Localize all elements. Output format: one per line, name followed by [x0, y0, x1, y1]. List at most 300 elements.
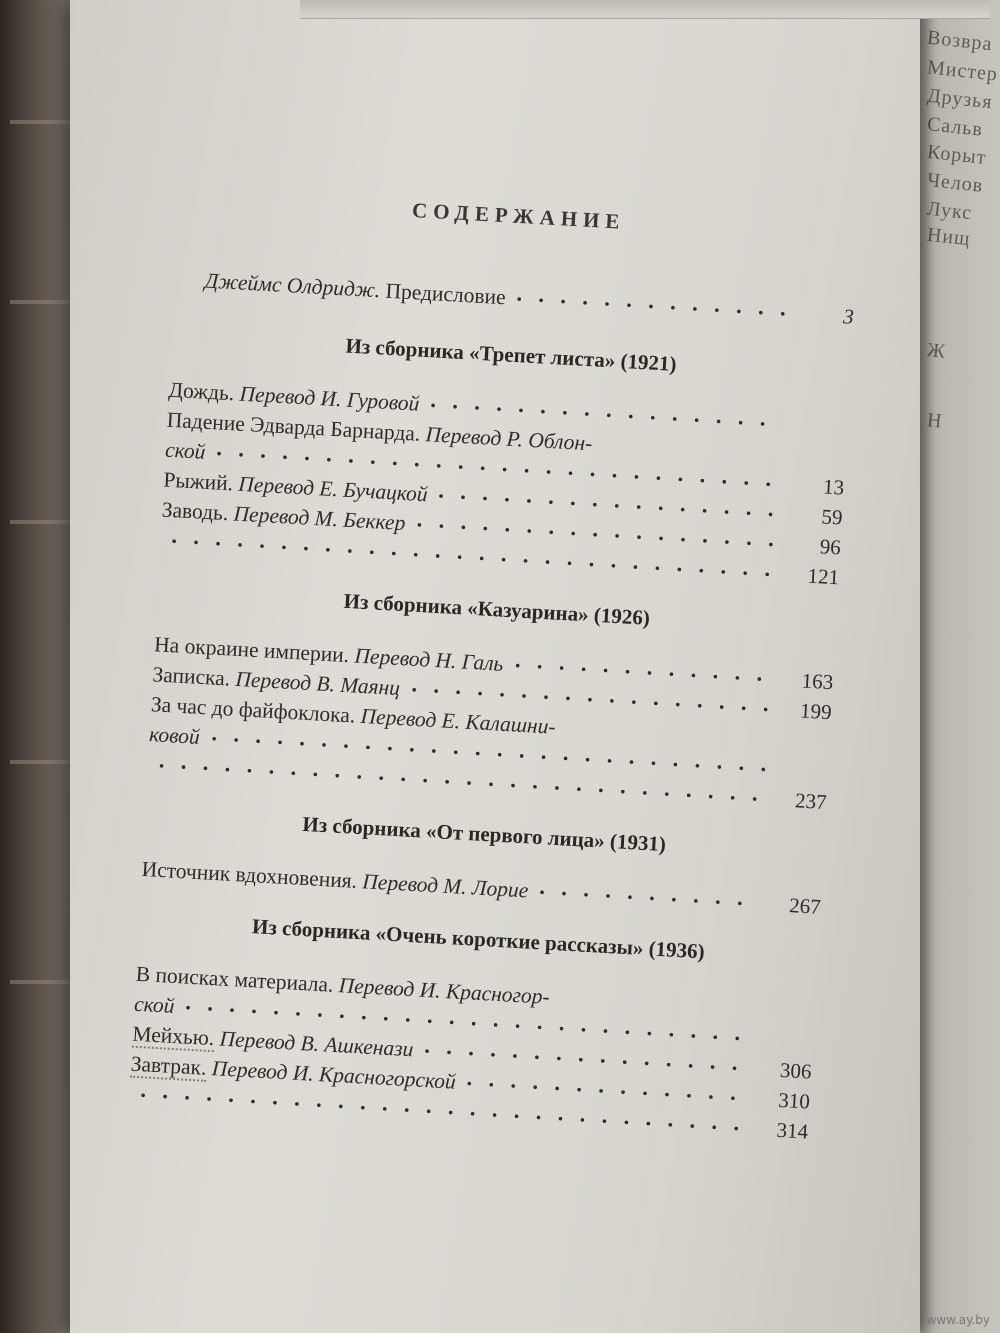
leader-dot [725, 510, 729, 514]
leader-dot [698, 704, 702, 708]
leader-dot [761, 768, 765, 772]
leader-dot [593, 533, 597, 537]
leader-dot [560, 666, 564, 670]
leader-dot [651, 416, 655, 420]
leader-dot [524, 559, 528, 563]
leader-dot [340, 1014, 344, 1018]
section-heading: Из сборника «От первого лица» (1931) [301, 811, 667, 857]
leader-dot [559, 1117, 563, 1121]
leader-dot [649, 305, 653, 309]
leader-dot [540, 890, 544, 894]
leader-dot [734, 1127, 738, 1131]
leader-dot [318, 1013, 322, 1017]
leader-dot [520, 754, 524, 758]
leader-dot [273, 1101, 277, 1105]
foreword-author: Джеймс Олдридж. [204, 268, 381, 303]
leader-dot [599, 789, 603, 793]
story-title: Падение Эдварда Барнарда. [166, 407, 421, 446]
leader-dot [568, 561, 572, 565]
leader-dot [502, 558, 506, 562]
leader-dot [450, 1021, 454, 1025]
leader-dot [615, 504, 619, 508]
leader-dot [217, 452, 221, 456]
section-heading: Из сборника «Очень короткие рассказы» (1936) [251, 914, 706, 964]
leader-dot [216, 542, 220, 546]
adjacent-page: Возвра Мистер Друзья Сальв Корыт Челов Лукс Нищ Ж Н [905, 0, 1000, 1333]
leader-dot [252, 1010, 256, 1014]
leader-dot [207, 1097, 211, 1101]
story-title: Заводь. [161, 497, 230, 526]
leader-dot [511, 784, 515, 788]
leader-dot [731, 1096, 735, 1100]
leader-dot [722, 480, 726, 484]
leader-dot [549, 500, 553, 504]
leader-dot [735, 676, 739, 680]
leader-dot [274, 1011, 278, 1015]
leader-dot [427, 1109, 431, 1113]
leader-dot [431, 404, 435, 408]
leader-dot [629, 415, 633, 419]
story-title: Дождь. [167, 377, 235, 406]
leader-dot [439, 494, 443, 498]
leader-dot [339, 1105, 343, 1109]
leader-dot [610, 699, 614, 703]
leader-dot [601, 1059, 605, 1063]
leader-dot [467, 781, 471, 785]
leader-dot [436, 554, 440, 558]
leader-dot [522, 694, 526, 698]
leader-dot [604, 669, 608, 673]
leader-dot [731, 796, 735, 800]
leader-dot [643, 791, 647, 795]
leader-dot [172, 539, 176, 543]
leader-dot [494, 1023, 498, 1027]
leader-dot [650, 897, 654, 901]
toc-title: СОДЕРЖАНИЕ [411, 198, 627, 234]
leader-dot [577, 1088, 581, 1092]
leader-dot [226, 768, 230, 772]
leader-dots [142, 868, 821, 910]
leader-dot [627, 303, 631, 307]
leader-dot [744, 481, 748, 485]
leader-dot [361, 1106, 365, 1110]
leader-dot [491, 1053, 495, 1057]
leader-dot [428, 1019, 432, 1023]
leader-dot [300, 742, 304, 746]
leader-dot [571, 502, 575, 506]
leader-dot [769, 513, 773, 517]
leader-dot [535, 1055, 539, 1059]
leader-dot [348, 549, 352, 553]
leader-dot [713, 1035, 717, 1039]
leader-dot [581, 1118, 585, 1122]
leader-dot [453, 405, 457, 409]
leader-dot [715, 308, 719, 312]
leader-dot [586, 758, 590, 762]
watermark: www.ay.by [926, 1313, 990, 1327]
leader-dot [445, 780, 449, 784]
leader-dot [517, 297, 521, 301]
leader-dot [384, 1017, 388, 1021]
leader-dot [671, 306, 675, 310]
leader-dot [703, 539, 707, 543]
translator: Перевод М. Беккер [233, 501, 406, 536]
leader-dot [476, 752, 480, 756]
leader-dot [635, 475, 639, 479]
translator: Перевод И. Гуровой [239, 381, 421, 416]
page-number: 59 [820, 504, 844, 530]
translator: Перевод Р. Облон- [425, 422, 593, 456]
leader-dot [412, 688, 416, 692]
leader-dot [295, 1102, 299, 1106]
leader-dot [234, 738, 238, 742]
leader-dot [577, 787, 581, 791]
leader-dot [569, 471, 573, 475]
leader-dot [725, 540, 729, 544]
leader-dot [186, 1006, 190, 1010]
leader-dot [515, 1114, 519, 1118]
leader-dot [296, 1012, 300, 1016]
leader-dot [256, 739, 260, 743]
section-heading: Из сборника «Трепет листа» (1921) [344, 333, 678, 376]
leader-dot [643, 1091, 647, 1095]
leader-dot [621, 790, 625, 794]
leader-dot [769, 543, 773, 547]
page-number: 96 [819, 534, 842, 560]
leader-dot [585, 412, 589, 416]
leader-dot [673, 417, 677, 421]
leader-dot [472, 1022, 476, 1026]
leader-dot [500, 693, 504, 697]
leader-dot [366, 745, 370, 749]
leader-dot [163, 1095, 167, 1099]
leader-dot [410, 748, 414, 752]
translator: Перевод В. Маянц [234, 666, 401, 701]
leader-dot [344, 744, 348, 748]
leader-dot [628, 895, 632, 899]
translator: Перевод Е. Бучацкой [237, 471, 429, 507]
leader-dot [633, 565, 637, 569]
leader-dot [392, 552, 396, 556]
leader-dot [659, 506, 663, 510]
foreword-title: Предисловие [384, 278, 507, 310]
leader-dot [357, 775, 361, 779]
leader-dot [449, 1111, 453, 1115]
leader-dot [439, 524, 443, 528]
translator: Перевод Н. Галь [353, 643, 505, 676]
leader-dot [692, 674, 696, 678]
leader-dot [582, 1028, 586, 1032]
translator: ской [133, 991, 176, 1018]
leader-dot [516, 664, 520, 668]
leader-dot [703, 509, 707, 513]
leader-dot [393, 462, 397, 466]
leader-dot [637, 535, 641, 539]
leader-dot [519, 408, 523, 412]
translator: Перевод Е. Калашни- [360, 703, 557, 739]
leader-dot [533, 785, 537, 789]
leader-dot [612, 564, 616, 568]
translator: Перевод И. Красногор- [338, 973, 551, 1009]
leader-dot [533, 1085, 537, 1089]
leader-dot [555, 786, 559, 790]
leader-dot [480, 557, 484, 561]
leader-dot [563, 411, 567, 415]
leader-dot [742, 706, 746, 710]
leader-dot [481, 466, 485, 470]
translator: Перевод И. Красногорской [211, 1056, 457, 1094]
leader-dot [655, 566, 659, 570]
leader-dot [239, 453, 243, 457]
leader-dot [604, 1029, 608, 1033]
leader-dot [544, 695, 548, 699]
leader-dot [194, 541, 198, 545]
leader-dot [637, 505, 641, 509]
leader-dot [691, 1034, 695, 1038]
leader-dot [383, 1107, 387, 1111]
leader-dot [593, 503, 597, 507]
leader-dot [712, 1125, 716, 1129]
leader-dot [230, 1008, 234, 1012]
leader-dot [676, 703, 680, 707]
leader-dot [717, 420, 721, 424]
leader-dot [437, 464, 441, 468]
page-number: 314 [776, 1117, 809, 1144]
leader-dot [471, 1112, 475, 1116]
leader-dot [238, 543, 242, 547]
leader-dot [185, 1096, 189, 1100]
leader-dot [721, 570, 725, 574]
leader-dot [605, 302, 609, 306]
leader-dot [699, 569, 703, 573]
leader-dot [349, 459, 353, 463]
translator: ковой [148, 722, 201, 749]
leader-dot [489, 1083, 493, 1087]
leader-dot [405, 1108, 409, 1112]
page-number: 310 [777, 1087, 811, 1114]
leader-dot [720, 705, 724, 709]
leader-dot [584, 893, 588, 897]
leader-dot [659, 537, 663, 541]
leader-dot [283, 455, 287, 459]
leader-dot [606, 894, 610, 898]
leader-dot [229, 1098, 233, 1102]
leader-dot [418, 523, 422, 527]
leader-dot [667, 1063, 671, 1067]
leader-dot [483, 527, 487, 531]
translator: ской [164, 437, 207, 464]
leader-dot [765, 572, 769, 576]
leader-dot [656, 476, 660, 480]
leader-dot [583, 301, 587, 305]
leader-dot [759, 311, 763, 315]
leader-dot [401, 777, 405, 781]
page-number: 121 [807, 563, 840, 590]
leader-dot [681, 538, 685, 542]
leader-dot [541, 410, 545, 414]
leader-dot [613, 474, 617, 478]
leader-dot [630, 760, 634, 764]
leader-dot [623, 1060, 627, 1064]
leader-dot [781, 312, 785, 316]
leader-dot [503, 468, 507, 472]
toc-entry [141, 854, 822, 922]
leader-dot [160, 764, 164, 768]
leader-dot [539, 298, 543, 302]
leader-dot [607, 413, 611, 417]
leader-dot [305, 457, 309, 461]
leader-dot [454, 750, 458, 754]
leader-dot [467, 1082, 471, 1086]
leader-dot [646, 1122, 650, 1126]
story-title: Записка. [151, 662, 231, 691]
leader-dot [608, 759, 612, 763]
leader-dot [527, 529, 531, 533]
leader-dot [665, 792, 669, 796]
leader-dot [513, 1054, 517, 1058]
page-edge [300, 0, 990, 19]
leader-dot [212, 737, 216, 741]
leader-dot [423, 779, 427, 783]
leader-dot [141, 1093, 145, 1097]
leader-dot [204, 766, 208, 770]
leader-dot [564, 757, 568, 761]
leader-dot [590, 563, 594, 567]
leader-dot [678, 477, 682, 481]
leader-dot [665, 1093, 669, 1097]
leader-dot [677, 568, 681, 572]
leader-dot [505, 528, 509, 532]
leader-dot [248, 769, 252, 773]
leader-dot [747, 511, 751, 515]
leader-dot [632, 700, 636, 704]
story-title: Мейхью. [131, 1021, 215, 1051]
leader-dot [313, 773, 317, 777]
leader-dot [761, 422, 765, 426]
leader-dot [304, 547, 308, 551]
page-number: 163 [801, 668, 834, 695]
leader-dot [538, 665, 542, 669]
leader-dot [414, 553, 418, 557]
leader-dot [645, 1062, 649, 1066]
leader-dot [459, 465, 463, 469]
leader-dot [497, 407, 501, 411]
leader-dot [461, 525, 465, 529]
story-title: За час до файфоклока. [150, 692, 356, 728]
leader-dots [205, 280, 854, 320]
leader-dot [278, 741, 282, 745]
page-number: 13 [822, 474, 845, 500]
leader-dot [516, 1024, 520, 1028]
leader-dot [672, 898, 676, 902]
leader-dot [711, 1065, 715, 1069]
leader-dot [447, 1050, 451, 1054]
leader-dot [626, 1030, 630, 1034]
leader-dot [432, 749, 436, 753]
leader-dot [291, 771, 295, 775]
leader-dot [483, 497, 487, 501]
page-number: 199 [799, 698, 833, 725]
leader-dot [652, 761, 656, 765]
leader-dot [557, 1057, 561, 1061]
leader-dot [505, 498, 509, 502]
leader-dot [757, 677, 761, 681]
leader-dot [260, 544, 264, 548]
toc-foreword [204, 266, 855, 332]
story-title: В поисках материала. [135, 961, 335, 997]
leader-dot [322, 743, 326, 747]
translator: Перевод В. Ашкенази [218, 1026, 415, 1062]
leader-dot [560, 1027, 564, 1031]
leader-dot [461, 495, 465, 499]
leader-dot [695, 418, 699, 422]
leader-dot [709, 1095, 713, 1099]
leader-dot [434, 689, 438, 693]
leader-dot [493, 1113, 497, 1117]
leader-dot [547, 470, 551, 474]
leader-dot [739, 421, 743, 425]
leader-dot [766, 482, 770, 486]
leader-dot [681, 508, 685, 512]
leader-dot [371, 460, 375, 464]
leader-dot [489, 782, 493, 786]
leader-dot [670, 672, 674, 676]
leader-dot [469, 1052, 473, 1056]
leader-dot [582, 667, 586, 671]
leader-dot [615, 534, 619, 538]
leader-dot [251, 1100, 255, 1104]
leader-dot [425, 1049, 429, 1053]
leader-dot [478, 692, 482, 696]
leader-dot [674, 763, 678, 767]
leader-dot [743, 571, 747, 575]
leader-dot [458, 555, 462, 559]
leader-dot [282, 545, 286, 549]
story-title: На окраине империи. [153, 632, 350, 668]
leader-dot [647, 1032, 651, 1036]
leader-dot [546, 560, 550, 564]
story-title: Источник вдохновения. [141, 856, 358, 893]
leader-dot [654, 701, 658, 705]
leader-dot [717, 765, 721, 769]
leader-dot [603, 1119, 607, 1123]
leader-dot [555, 1087, 559, 1091]
leader-dot [669, 1033, 673, 1037]
page-number: 3 [842, 304, 855, 329]
leader-dot [326, 548, 330, 552]
leader-dot [621, 1090, 625, 1094]
leader-dot [579, 1058, 583, 1062]
leader-dot [406, 1018, 410, 1022]
leader-dot [713, 675, 717, 679]
leader-dot [475, 406, 479, 410]
leader-dot [571, 532, 575, 536]
leader-dot [626, 670, 630, 674]
leader-dot [700, 479, 704, 483]
leader-dot [737, 309, 741, 313]
leader-dot [735, 1037, 739, 1041]
leader-dot [588, 698, 592, 702]
leader-dot [415, 463, 419, 467]
toc-sections [128, 324, 851, 1147]
leader-dot [689, 1064, 693, 1068]
leader-dot [456, 690, 460, 694]
leader-dot [591, 473, 595, 477]
leader-dot [566, 697, 570, 701]
leader-dot [561, 300, 565, 304]
leader-dot [747, 541, 751, 545]
story-title: Завтрак. [130, 1051, 208, 1080]
